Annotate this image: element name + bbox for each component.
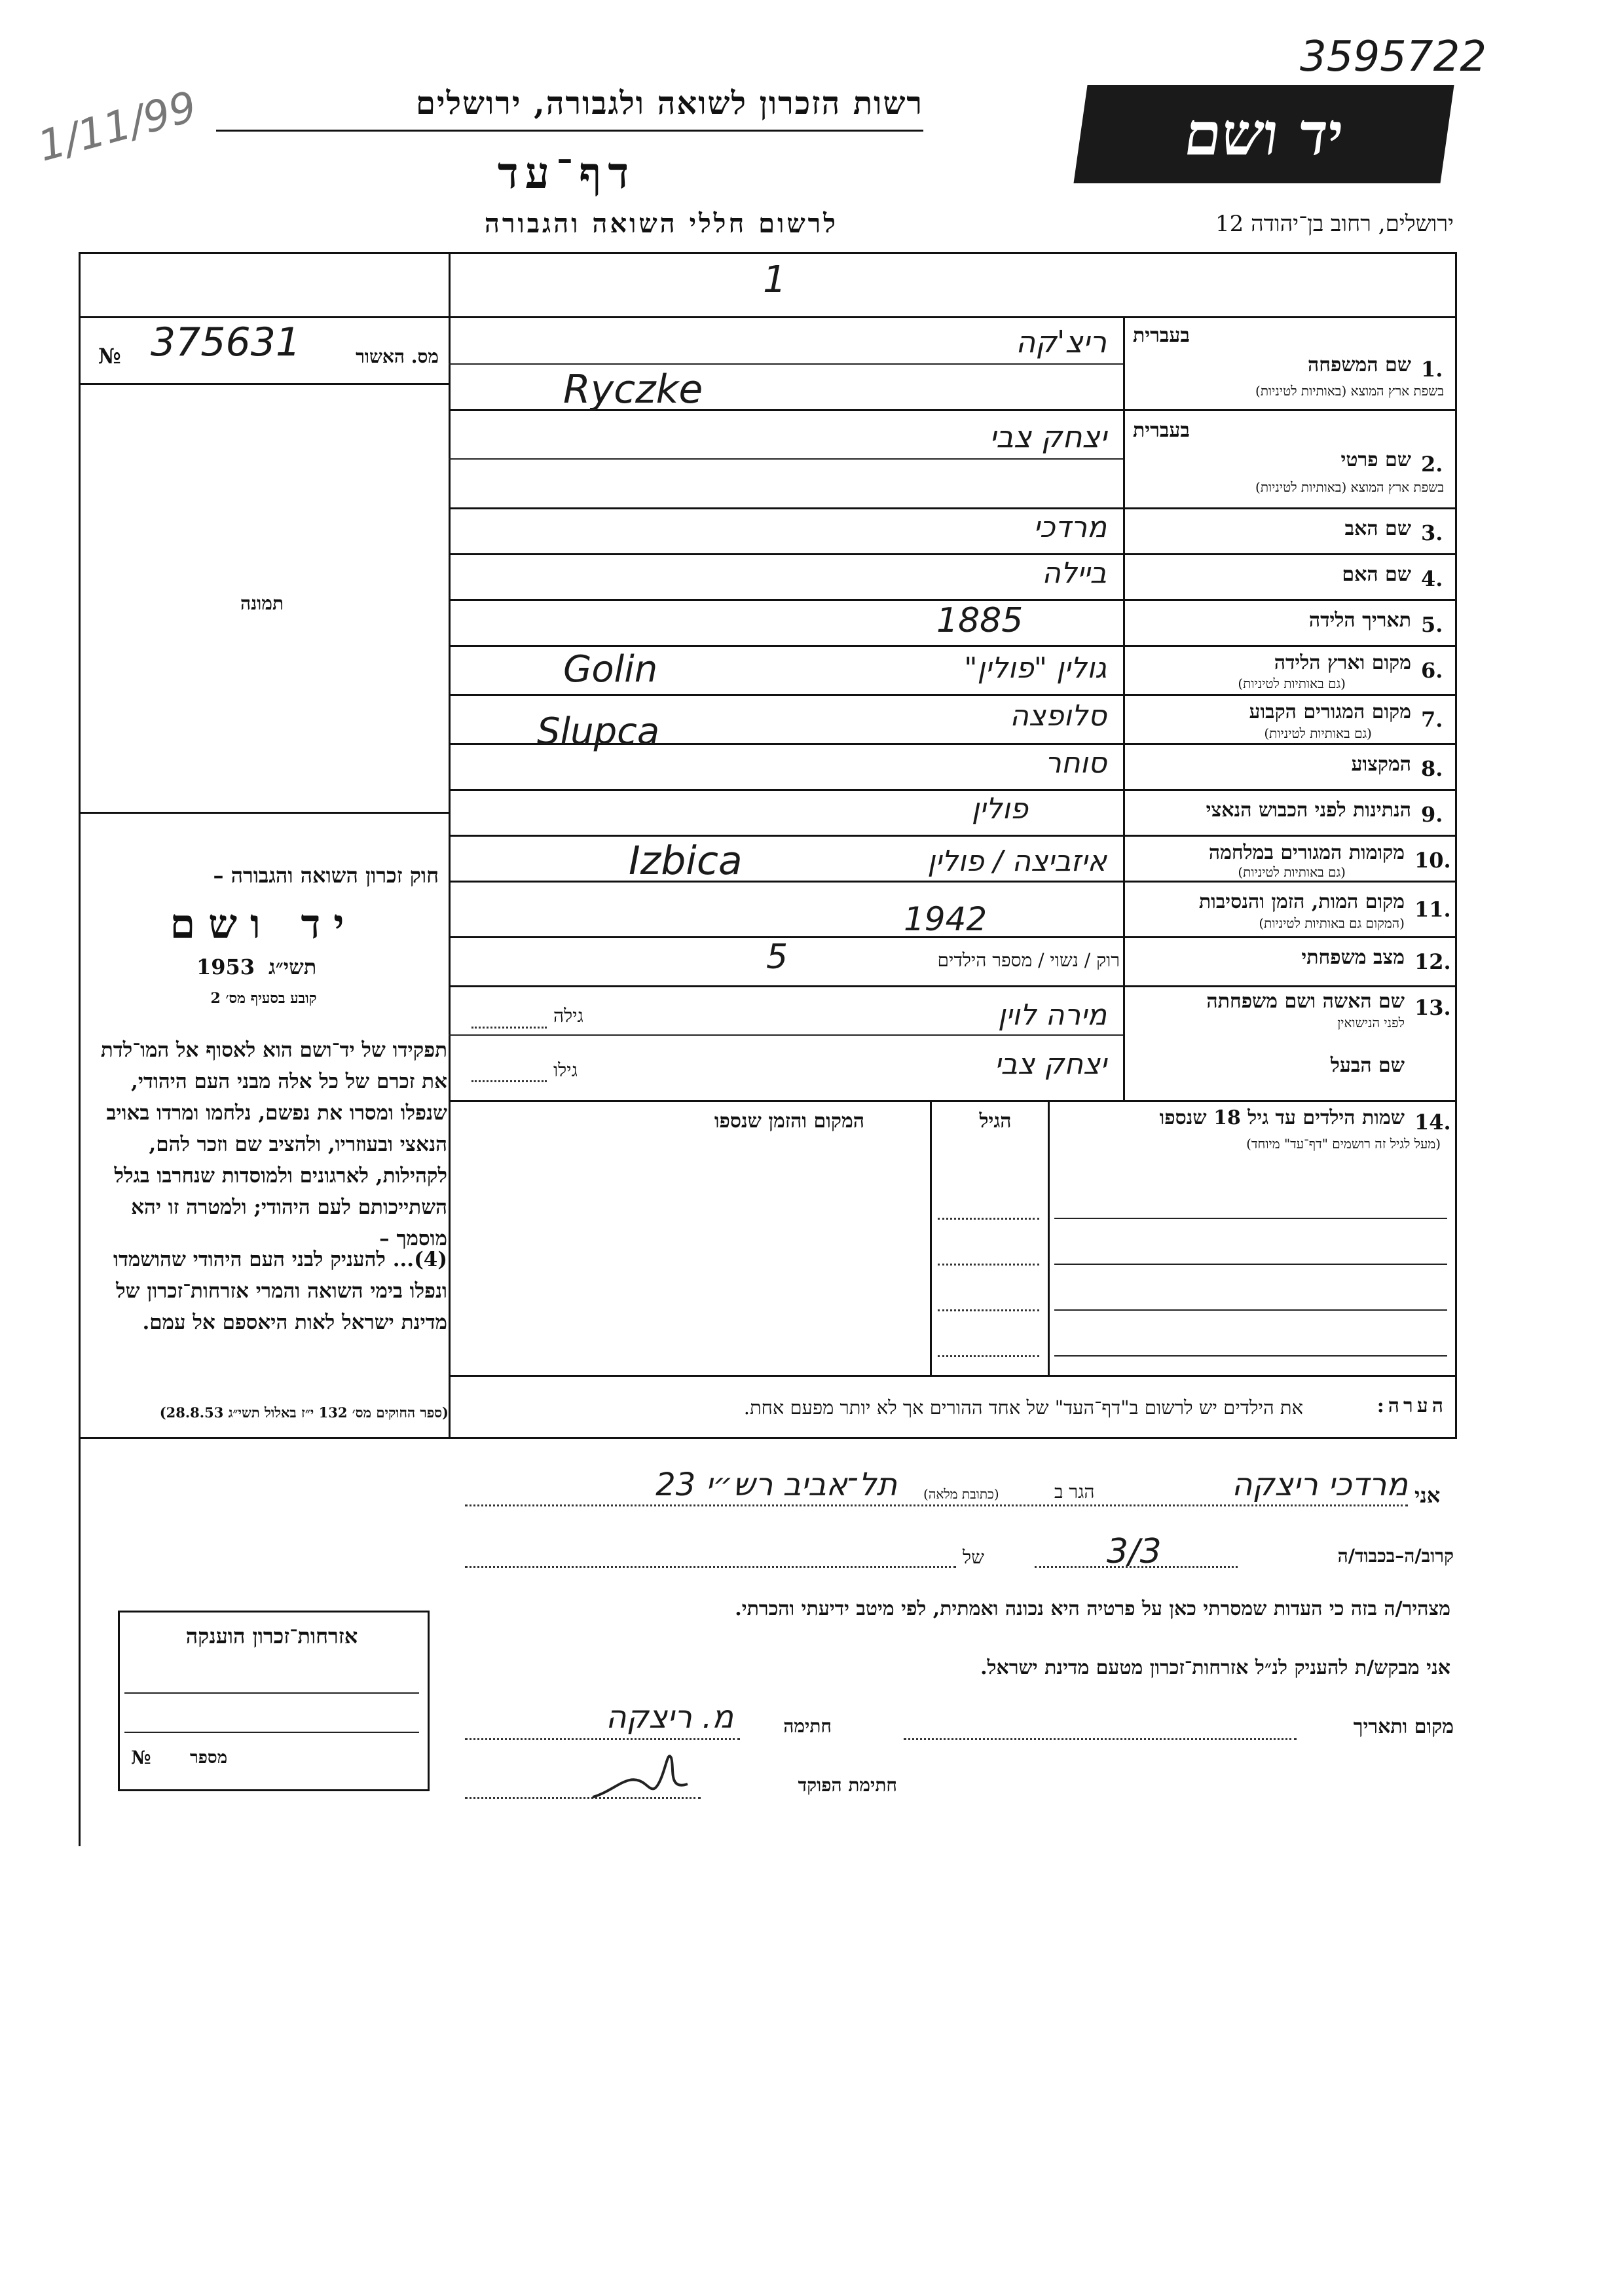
children-col-age: הגיל [979,1110,1012,1133]
profession: סוחר [1044,746,1107,780]
husband-age-dots [471,1080,547,1082]
birthplace: גולין "פולין" [964,651,1107,685]
institution-name: רשות הזכרון לשואה ולגבורה, ירושלים [416,85,923,122]
field-11-label: מקום המות, הזמן והנסיבות [1198,890,1405,913]
row-line [449,458,1123,460]
field-12-label: מצב משפחתי [1301,946,1405,969]
death-info: 1942 [904,900,987,938]
children-row-line [1054,1218,1447,1219]
row-line [449,881,1455,883]
law-text-1: תפקידו של יד־ושם הוא לאסוף אל המו־לדת את זכרם של כל אלה מבני העם היהודי, שנפלו ומסרו את נפשם, נלחמו ומרדו באויב הנאצי ובעוזריו, ולהציב שם וזכר להם, לקהילות, לארגונים ולמוסדות שנחרבו בגלל השתייכותם לעם היהודי; ולמטרה זו יהא מוסמך – [100,1038,447,1250]
signature-dots [465,1738,740,1740]
birth-date: 1885 [936,601,1024,640]
field-7-num: 7. [1421,707,1443,732]
row-line [449,1100,1455,1102]
field-12-num: 12. [1414,949,1451,974]
field-13-num: 13. [1414,995,1451,1020]
father-name: מרדכי [1033,511,1107,544]
field-13-label: שם האשה ושם משפחתה [1206,990,1405,1013]
certificate-number-label: מספר [190,1748,228,1768]
yad-vashem-logo: יד ושם [1073,85,1454,183]
serial-number: 375631 [151,319,301,365]
law-footer: (ספר החוקים מס׳ 132 י״ז באלול תשי״ג 28.8.53) [159,1404,449,1421]
address-hint: (כתובת מלאה) [923,1486,999,1502]
law-clause: קובע בסעיף מס׳ 2 [210,990,317,1007]
note-top-line [449,1375,1455,1377]
field-10-label: מקומות המגורים במלחמה [1208,841,1405,864]
field-6-sub: (גם באותיות לטיניות) [1238,676,1346,691]
margin-note: 1/11/99 [33,82,202,172]
field-2-tag: בעברית [1133,419,1190,442]
law-year: 1953 [196,955,255,979]
children-age-dots [938,1218,1039,1220]
field-4-num: 4. [1421,566,1443,591]
field-1-num: 1. [1421,357,1443,382]
top-mark: 1 [763,259,786,301]
marital-options: רוק / נשוי / מספר הילדים [937,949,1120,971]
field-11-num: 11. [1414,897,1451,922]
row-line [449,645,1455,647]
wife-age-dots [471,1027,547,1029]
surname-hebrew: ריצ'קה [1016,324,1107,359]
institution-underline [216,130,923,132]
field-10-num: 10. [1414,848,1451,873]
field-7-label: מקום המגורים הקבוע [1249,701,1411,723]
serial-label: מס. האשור [356,346,439,367]
field-6-num: 6. [1421,658,1443,683]
place-date-label: מקום ותאריך [1353,1715,1454,1738]
wartime-residence-latin: Izbica [629,838,743,884]
row-line [449,507,1455,509]
field-3-num: 3. [1421,520,1443,545]
wartime-residence: איזביצה / פולין [927,845,1107,878]
of-dots [465,1566,956,1568]
law-name: יד ושם [170,900,358,948]
certificate-number-symbol: № [131,1747,151,1768]
serial-box-bottom [79,383,449,385]
children-age-divider-left [930,1100,932,1375]
row-line [449,1034,1123,1036]
law-year-hebrew: תשי״ג [268,955,317,979]
residence-latin: Slupca [537,710,660,753]
field-10-sub: (גם באותיות לטיניות) [1238,864,1346,880]
firstname-hebrew: יצחק צבי [989,419,1107,454]
frame-top [79,252,1457,254]
children-label: שמות הילדים עד גיל 18 שנספו [1159,1106,1405,1129]
field-13-sub: לפני הנישואין [1337,1015,1405,1030]
children-count: 5 [766,938,788,977]
field-1-tag: בעברית [1133,324,1190,347]
children-age-dots [938,1264,1039,1266]
row-line [449,363,1123,365]
form-subtitle: לרשום חללי השואה והגבורה [484,208,838,239]
serial-symbol: № [98,344,121,369]
photo-label: תמונה [240,592,284,614]
signature-label: חתימה [783,1715,832,1737]
husband-age-label: גילו [553,1059,578,1081]
archive-number: 3595722 [1300,33,1487,81]
address: ירושלים, רחוב בן־יהודה 12 [1215,211,1454,237]
field-3-label: שם האב [1344,517,1411,540]
certificate-title: אזרחות־זכרון הוענקה [185,1624,358,1649]
row-line [449,553,1455,555]
children-row-line [1054,1309,1447,1311]
declarant-address: תל־אביב רש״י 23 [655,1467,897,1503]
residence: סלופצה [1010,699,1107,733]
row-line [449,789,1455,791]
wife-name: מירה לוין [997,998,1107,1032]
form-title: דף־עד [497,147,636,198]
note-text: את הילדים יש לרשום ב"דף־העד" של אחד ההורים אך לא יותר מפעם אחת. [743,1396,1303,1419]
row-line [449,835,1455,837]
field-9-label: הנתינות לפני הכבוש הנאצי [1206,799,1411,822]
row-line [449,985,1455,987]
certificate-line [124,1732,419,1733]
official-signature-label: חתימת הפוקד [798,1774,897,1796]
field-4-label: שם האם [1342,563,1411,586]
certificate-line [124,1692,419,1694]
field-5-label: תאריך הלידה [1308,609,1411,632]
field-14-num: 14. [1414,1110,1451,1135]
relation-dots [1035,1566,1238,1568]
children-sub: (מעל לגיל זה רושמים "דף־עד" מיוחד) [1246,1136,1441,1152]
field-8-label: המקצוע [1351,753,1411,776]
field-5-num: 5. [1421,612,1443,637]
divider-left-column [449,252,451,1437]
children-age-dots [938,1355,1039,1357]
citizenship: פולין [971,792,1028,826]
field-2-label: שם פרטי [1340,448,1411,471]
declaration-request: אני מבקש/ת להעניק לנ״ל אזרחות־זכרון מטעם מדינת ישראל. [980,1656,1450,1679]
declarant-signature: מ. ריצקה [606,1699,733,1736]
children-age-divider-right [1048,1100,1050,1375]
children-row-line [1054,1355,1447,1357]
frame-right [1455,252,1457,1437]
divider-label-column [1123,316,1125,1102]
official-signature-scribble [589,1745,720,1804]
row-line [449,694,1455,696]
address-dots [465,1504,1408,1506]
relation-value: 3/3 [1107,1532,1162,1571]
field-9-num: 9. [1421,802,1443,827]
declaration-statement: מצהיר/ה בזה כי העדות שמסרתי כאן על פרטיה היא נכונה ואמתית, לפי מיטב ידיעתי והכרתי. [735,1597,1450,1620]
law-text-2: (4)... להעניק לבני העם היהודי שהושמדו ונפלו בימי השואה והמרי אזרחות־זכרון של מדינת ישראל לאות היאספם אל עמם. [113,1248,447,1334]
children-col-place: המקום והזמן שנספו [714,1110,864,1133]
field-11-sub: (המקום גם באותיות לטיניות) [1259,915,1405,931]
photo-box-bottom [79,812,449,814]
field-1-sub: בשפת ארץ המוצא (באותיות לטיניות) [1255,383,1444,399]
declarant-name: מרדכי ריצקה [1232,1467,1408,1503]
note-bottom-line [79,1437,1457,1439]
of-label: של [963,1546,984,1568]
surname-latin: Ryczke [563,367,703,412]
frame-top-inner [79,316,1457,318]
field-7-sub: (גם באותיות לטיניות) [1264,725,1372,741]
frame-left [79,252,81,1846]
husband-name: יצחק צבי [994,1048,1107,1081]
children-age-dots [938,1309,1039,1311]
declaration-i-am: אני [1414,1483,1441,1508]
field-2-sub: בשפת ארץ המוצא (באותיות לטיניות) [1255,479,1444,495]
field-2-num: 2. [1421,452,1443,477]
birthplace-latin: Golin [563,648,658,691]
wife-age-label: גילה [553,1005,583,1027]
resides-label: הגר ב [1054,1481,1095,1503]
children-row-line [1054,1264,1447,1265]
note-label: הערה: [1376,1394,1447,1417]
field-6-label: מקום וארץ הלידה [1274,651,1411,674]
law-title: חוק זכרון השואה והגבורה – [213,863,439,888]
mother-name: ביילה [1042,556,1107,590]
field-8-num: 8. [1421,756,1443,781]
field-1-label: שם המשפחה [1307,354,1411,376]
husband-label: שם הבעל [1330,1054,1405,1077]
relation-label: קרוב/ה–בכבוד/ה [1337,1545,1454,1567]
place-date-dots [904,1738,1297,1740]
